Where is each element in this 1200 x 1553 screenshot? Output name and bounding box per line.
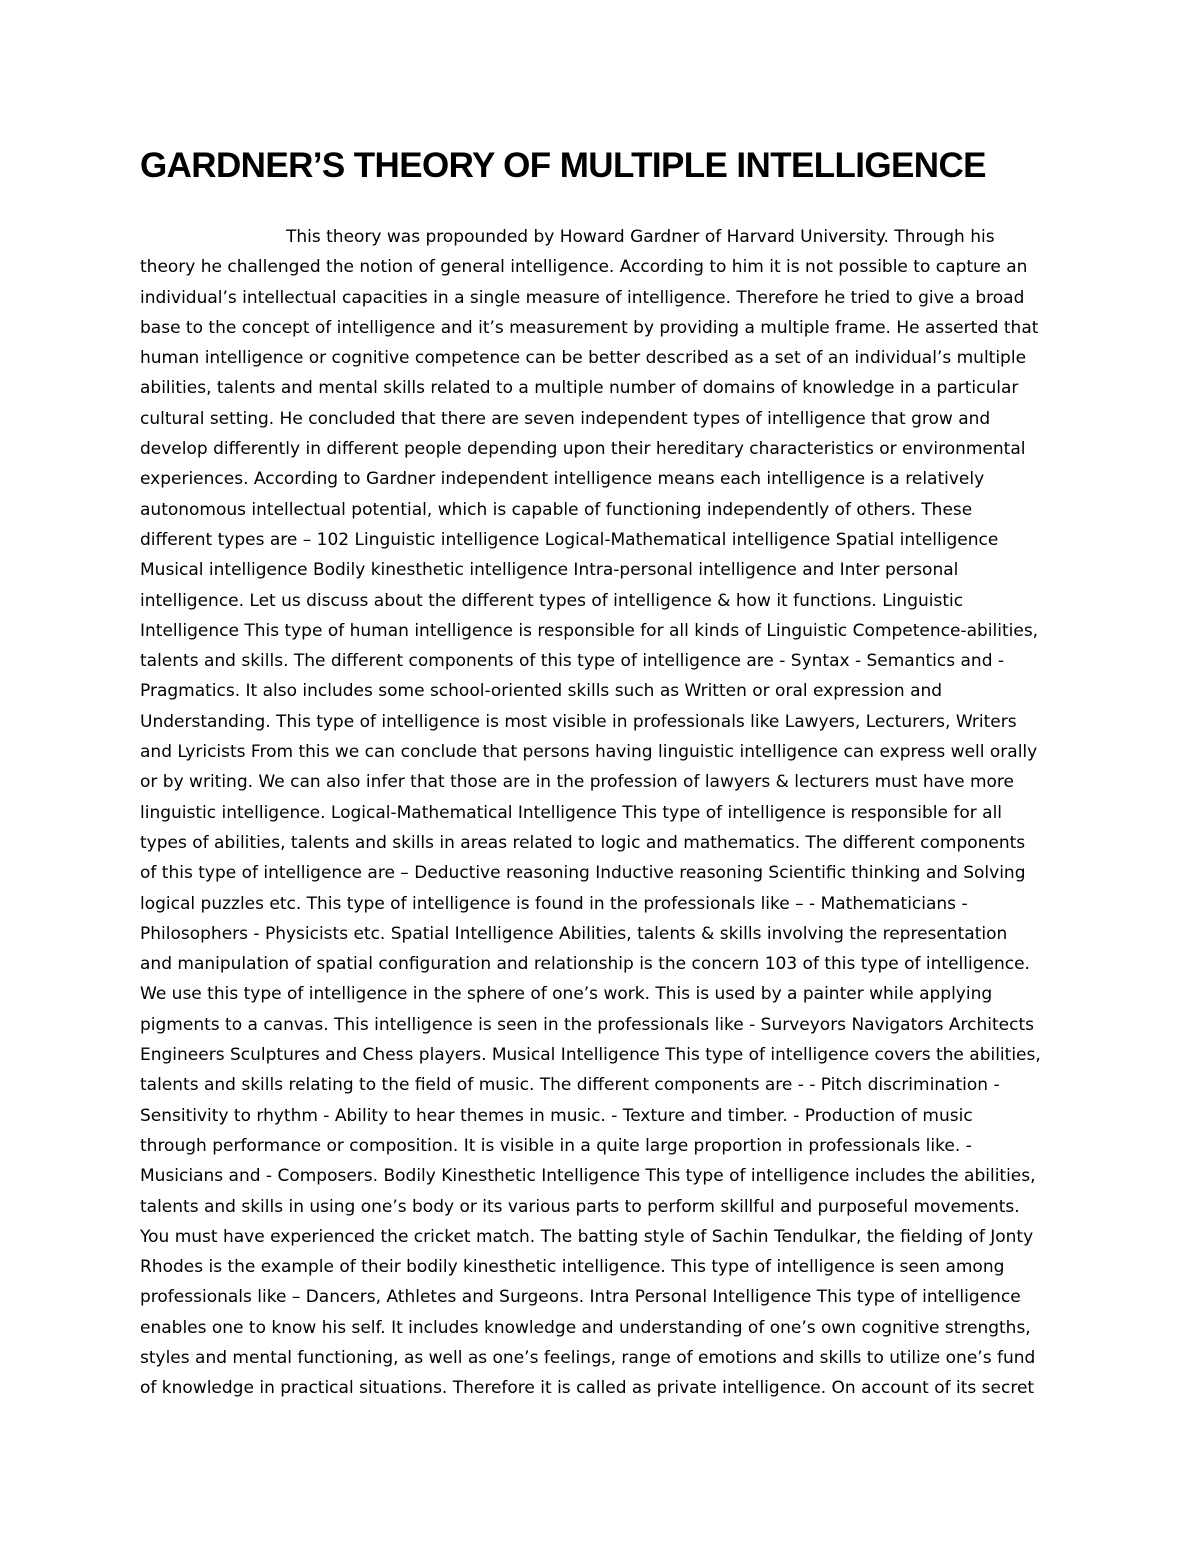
text-line: base to the concept of intelligence and it’s measurement by providing a multiple frame. He asserted that <box>140 317 1039 338</box>
text-line: Sensitivity to rhythm - Ability to hear themes in music. - Texture and timber. - Production of music <box>140 1105 973 1126</box>
text-line: professionals like – Dancers, Athletes and Surgeons. Intra Personal Intelligence This type of intelligence <box>140 1287 1021 1308</box>
text-line: types of abilities, talents and skills in areas related to logic and mathematics. The different components <box>140 832 1026 853</box>
text-line: Rhodes is the example of their bodily kinesthetic intelligence. This type of intelligence is seen among <box>140 1257 1005 1278</box>
text-line: intelligence. Let us discuss about the different types of intelligence & how it functions. Linguistic <box>140 590 964 611</box>
text-line: talents and skills. The different components of this type of intelligence are - Syntax - Semantics and - <box>140 651 1005 672</box>
text-line: enables one to know his self. It includes knowledge and understanding of one’s own cognitive strengths, <box>140 1317 1031 1338</box>
text-line: We use this type of intelligence in the sphere of one’s work. This is used by a painter while applying <box>140 984 993 1005</box>
text-line: You must have experienced the cricket match. The batting style of Sachin Tendulkar, the fielding of Jonty <box>140 1226 1034 1247</box>
body-paragraph <box>140 222 1080 1404</box>
text-line: Engineers Sculptures and Chess players. Musical Intelligence This type of intelligence covers the abilities, <box>140 1045 1041 1066</box>
text-line: cultural setting. He concluded that there are seven independent types of intelligence that grow and <box>140 408 991 429</box>
text-line: autonomous intellectual potential, which is capable of functioning independently of others. These <box>140 499 973 520</box>
text-line: human intelligence or cognitive competence can be better described as a set of an individual’s multiple <box>140 348 1027 369</box>
text-line: styles and mental functioning, as well as one’s feelings, range of emotions and skills to utilize one’s fund <box>140 1347 1036 1368</box>
text-line: theory he challenged the notion of general intelligence. According to him it is not possible to capture an <box>140 257 1028 278</box>
text-line: or by writing. We can also infer that those are in the profession of lawyers & lecturers must have more <box>140 772 1015 793</box>
text-line: talents and skills in using one’s body or its various parts to perform skillful and purposeful movements. <box>140 1196 1020 1217</box>
text-line: Intelligence This type of human intelligence is responsible for all kinds of Linguistic Competence-abilities, <box>140 620 1039 641</box>
text-line: and manipulation of spatial configuration and relationship is the concern 103 of this type of intelligence. <box>140 954 1030 975</box>
text-line: through performance or composition. It is visible in a quite large proportion in professionals like. - <box>140 1135 972 1156</box>
text-line: Musicians and - Composers. Bodily Kinesthetic Intelligence This type of intelligence includes the abilities, <box>140 1166 1036 1187</box>
text-line: Pragmatics. It also includes some school-oriented skills such as Written or oral expression and <box>140 681 943 702</box>
text-line: and Lyricists From this we can conclude that persons having linguistic intelligence can express well orally <box>140 742 1038 763</box>
text-line: different types are – 102 Linguistic intelligence Logical-Mathematical intelligence Spatial intelligence <box>140 529 999 550</box>
text-line: pigments to a canvas. This intelligence is seen in the professionals like - Surveyors Navigators Architects <box>140 1014 1034 1035</box>
text-line: Understanding. This type of intelligence is most visible in professionals like Lawyers, Lecturers, Writers <box>140 711 1017 732</box>
text-line: of this type of intelligence are – Deductive reasoning Inductive reasoning Scientific thinking and Solving <box>140 863 1026 884</box>
text-line: of knowledge in practical situations. Therefore it is called as private intelligence. On account of its secret <box>140 1378 1035 1399</box>
text-line: Musical intelligence Bodily kinesthetic intelligence Intra-personal intelligence and Inter personal <box>140 560 959 581</box>
text-line: Philosophers - Physicists etc. Spatial Intelligence Abilities, talents & skills involving the representation <box>140 923 1008 944</box>
text-line: experiences. According to Gardner independent intelligence means each intelligence is a relatively <box>140 469 985 490</box>
text-line: This theory was propounded by Howard Gardner of Harvard University. Through his <box>286 227 995 247</box>
text-line: talents and skills relating to the field of music. The different components are - - Pitch discrimination - <box>140 1075 1000 1096</box>
text-line: develop differently in different people depending upon their hereditary characteristics or environmental <box>140 439 1026 460</box>
text-line: individual’s intellectual capacities in a single measure of intelligence. Therefore he tried to give a broad <box>140 287 1025 308</box>
text-line: logical puzzles etc. This type of intelligence is found in the professionals like – - Mathematicians - <box>140 893 968 914</box>
page-title: GARDNER’S THEORY OF MULTIPLE INTELLIGENCE <box>140 146 986 185</box>
text-line: abilities, talents and mental skills related to a multiple number of domains of knowledge in a particular <box>140 378 1019 399</box>
text-line: linguistic intelligence. Logical-Mathematical Intelligence This type of intelligence is responsible for all <box>140 802 1003 823</box>
